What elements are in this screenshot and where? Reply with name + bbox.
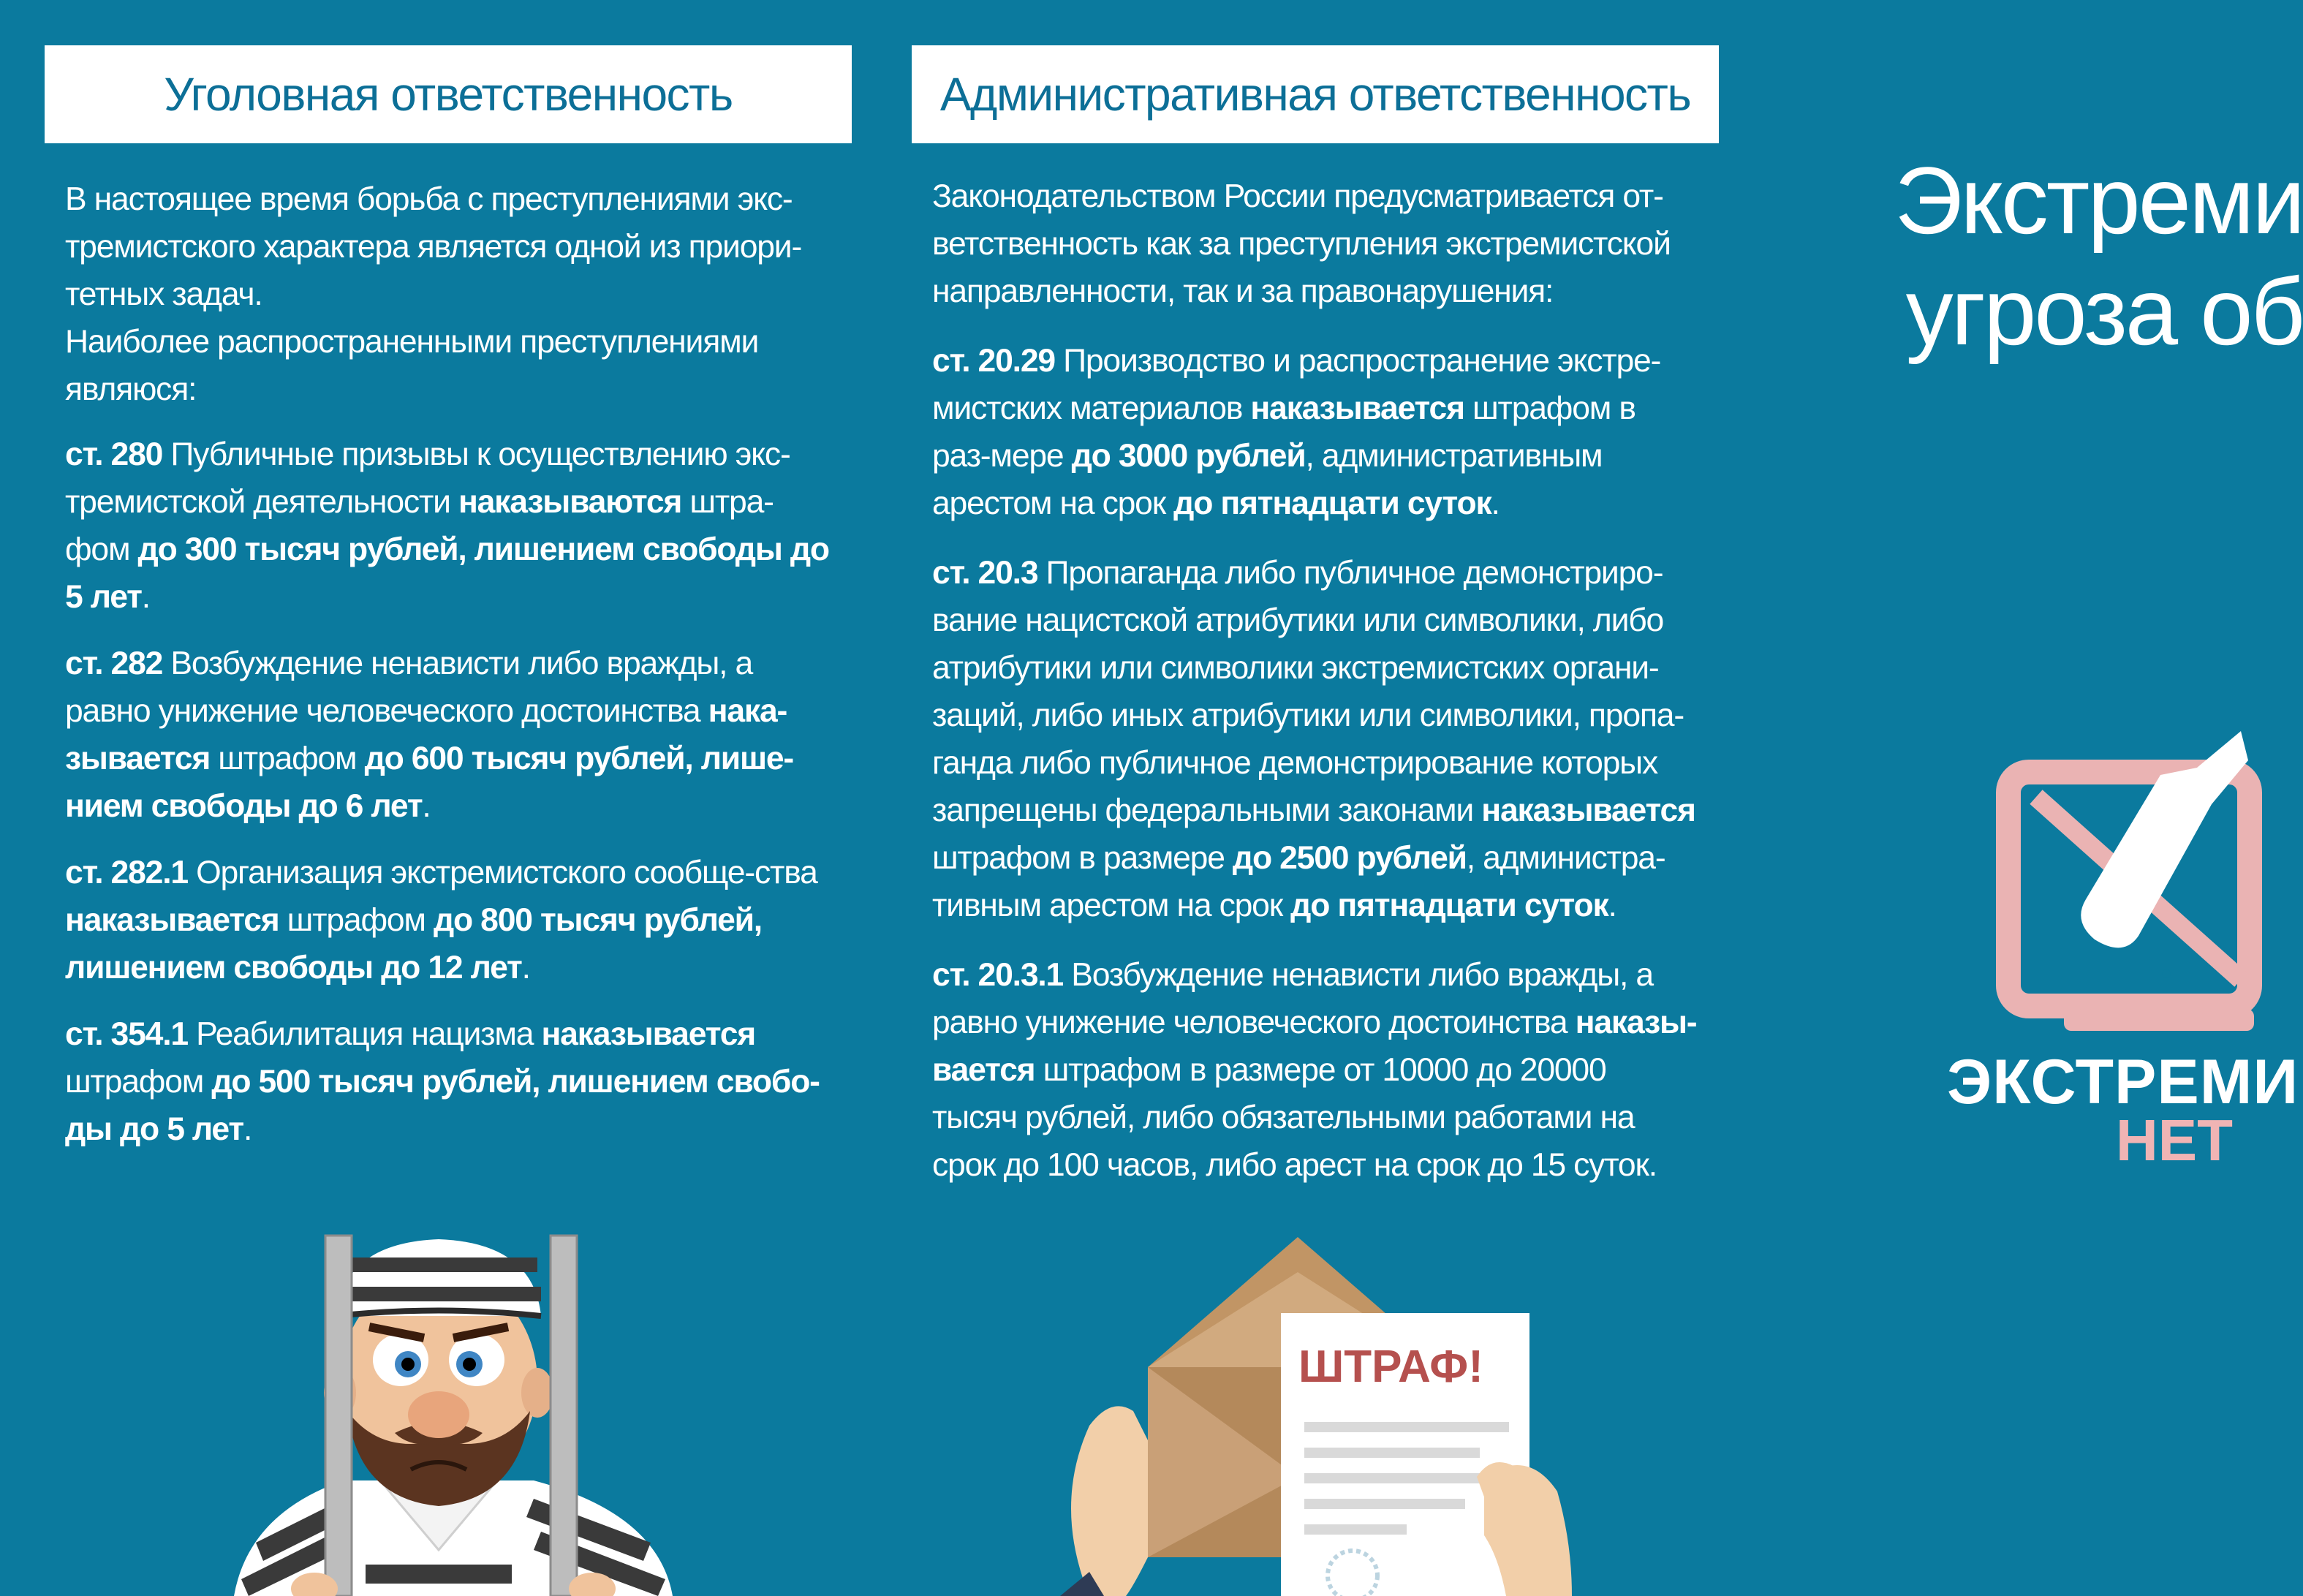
- article-text: Производство и распространение экстре-мистских материалов: [932, 343, 1661, 426]
- article-penalty: до 800 тысяч рублей, лишением свободы до 12 лет: [65, 902, 762, 986]
- article-penalty: до 2500 рублей: [1232, 840, 1467, 876]
- article-text: штрафом в размере: [932, 840, 1233, 876]
- prisoner-illustration: [219, 1236, 687, 1596]
- article-text: штрафом: [65, 1064, 212, 1100]
- cover-title-line-2: угроза об: [1905, 258, 2303, 365]
- logo-word-1: ЭКСТРЕМИ: [1947, 1047, 2299, 1117]
- article-end: .: [243, 1111, 252, 1147]
- article-20-3: [932, 549, 1698, 929]
- article-text: штрафом: [210, 741, 365, 776]
- article-number: ст. 280: [65, 436, 163, 472]
- article-end: .: [141, 579, 150, 615]
- fine-label: ШТРАФ!: [1298, 1342, 1483, 1392]
- article-penalty-verb: нака-зывается: [65, 693, 787, 776]
- article-number: ст. 20.3: [932, 555, 1038, 591]
- article-end: .: [521, 950, 530, 986]
- article-20-3-1: [932, 951, 1698, 1189]
- article-text: Возбуждение ненависти либо вражды, а равно унижение человеческого достоинства: [65, 646, 753, 729]
- article-number: ст. 20.3.1: [932, 957, 1064, 993]
- article-text: , административным арестом на срок: [932, 438, 1603, 521]
- criminal-intro-1: В настоящее время борьба с преступлениями экс-тремистского характера является одной из приори-тетных задач.: [65, 181, 802, 312]
- article-text: , администра-тивным арестом на срок: [932, 840, 1665, 923]
- article-text: Реабилитация нацизма: [187, 1016, 542, 1052]
- article-text: Организация экстремистского сообще-ства: [187, 855, 817, 890]
- criminal-column: [45, 45, 852, 1172]
- article-text: Публичные призывы к осуществлению экс-тремистской деятельности: [65, 436, 790, 520]
- article-penalty-verb: наказывается: [541, 1016, 756, 1052]
- article-282: [65, 640, 831, 830]
- article-penalty-verb: наказы-вается: [932, 1005, 1697, 1088]
- article-penalty-verb: наказывается: [1250, 390, 1464, 426]
- criminal-intro-2: Наиболее распространенными преступлениями являюся:: [65, 324, 759, 407]
- article-text: штрафом: [279, 902, 434, 938]
- article-number: ст. 282: [65, 646, 163, 681]
- article-280: [65, 431, 831, 621]
- admin-intro: Законодательством России предусматривается от-ветственность как за преступления экстремистской направленности, так и за правонарушения:: [932, 178, 1671, 309]
- article-penalty: до пятнадцати суток: [1173, 485, 1491, 521]
- admin-column: [912, 45, 1719, 1208]
- article-text: штрафом в размере от 10000 до 20000 тысяч рублей, либо обязательными работами на срок до 100 часов, либо арест на срок до 15 суток.: [932, 1052, 1657, 1183]
- cover-title: [1864, 145, 2303, 367]
- criminal-heading: Уголовная ответственность: [45, 45, 852, 143]
- article-penalty: до 500 тысяч рублей, лишением свобо-ды до 5 лет: [65, 1064, 820, 1147]
- admin-text: [912, 173, 1719, 1189]
- article-text: Возбуждение ненависти либо вражды, а равно унижение человеческого достоинства: [932, 957, 1653, 1040]
- article-354-1: [65, 1010, 831, 1153]
- criminal-intro: [65, 175, 831, 413]
- article-end: .: [422, 788, 431, 824]
- criminal-text: [45, 175, 852, 1153]
- fine-envelope-illustration: [1045, 1228, 1594, 1596]
- article-penalty: до 600 тысяч рублей, лише-нием свободы до 6 лет: [65, 741, 794, 824]
- logo-word-2: НЕТ: [2116, 1108, 2233, 1173]
- article-penalty-verb: наказываются: [458, 484, 682, 520]
- article-end: .: [1491, 485, 1500, 521]
- article-penalty: до 3000 рублей: [1071, 438, 1306, 474]
- article-end: .: [1608, 888, 1616, 923]
- article-penalty: до пятнадцати суток: [1290, 888, 1608, 923]
- article-20-29: [932, 337, 1698, 527]
- article-text: штрафом в раз-мере: [932, 390, 1635, 474]
- article-penalty-verb: наказывается: [65, 902, 279, 938]
- article-penalty-verb: наказывается: [1481, 793, 1695, 828]
- admin-heading: Административная ответственность: [912, 45, 1719, 143]
- article-text: штра-фом: [65, 484, 774, 567]
- article-282-1: [65, 849, 831, 991]
- article-penalty: до 300 тысяч рублей, лишением свободы до 5 лет: [65, 532, 829, 615]
- crossed-monitor-icon: [2000, 738, 2248, 1045]
- article-number: ст. 20.29: [932, 343, 1055, 379]
- article-text: Пропаганда либо публичное демонстриро-вание нацистской атрибутики или символики, либо атрибутики или символики экстремистских органи-заций, либо иных атрибутики или символики, пропа-ганда либо публичное демонстрирование которых запрещены федеральными законами: [932, 555, 1684, 828]
- article-number: ст. 282.1: [65, 855, 188, 890]
- article-number: ст. 354.1: [65, 1016, 188, 1052]
- cover-title-line-1: Экстреми: [1894, 147, 2303, 254]
